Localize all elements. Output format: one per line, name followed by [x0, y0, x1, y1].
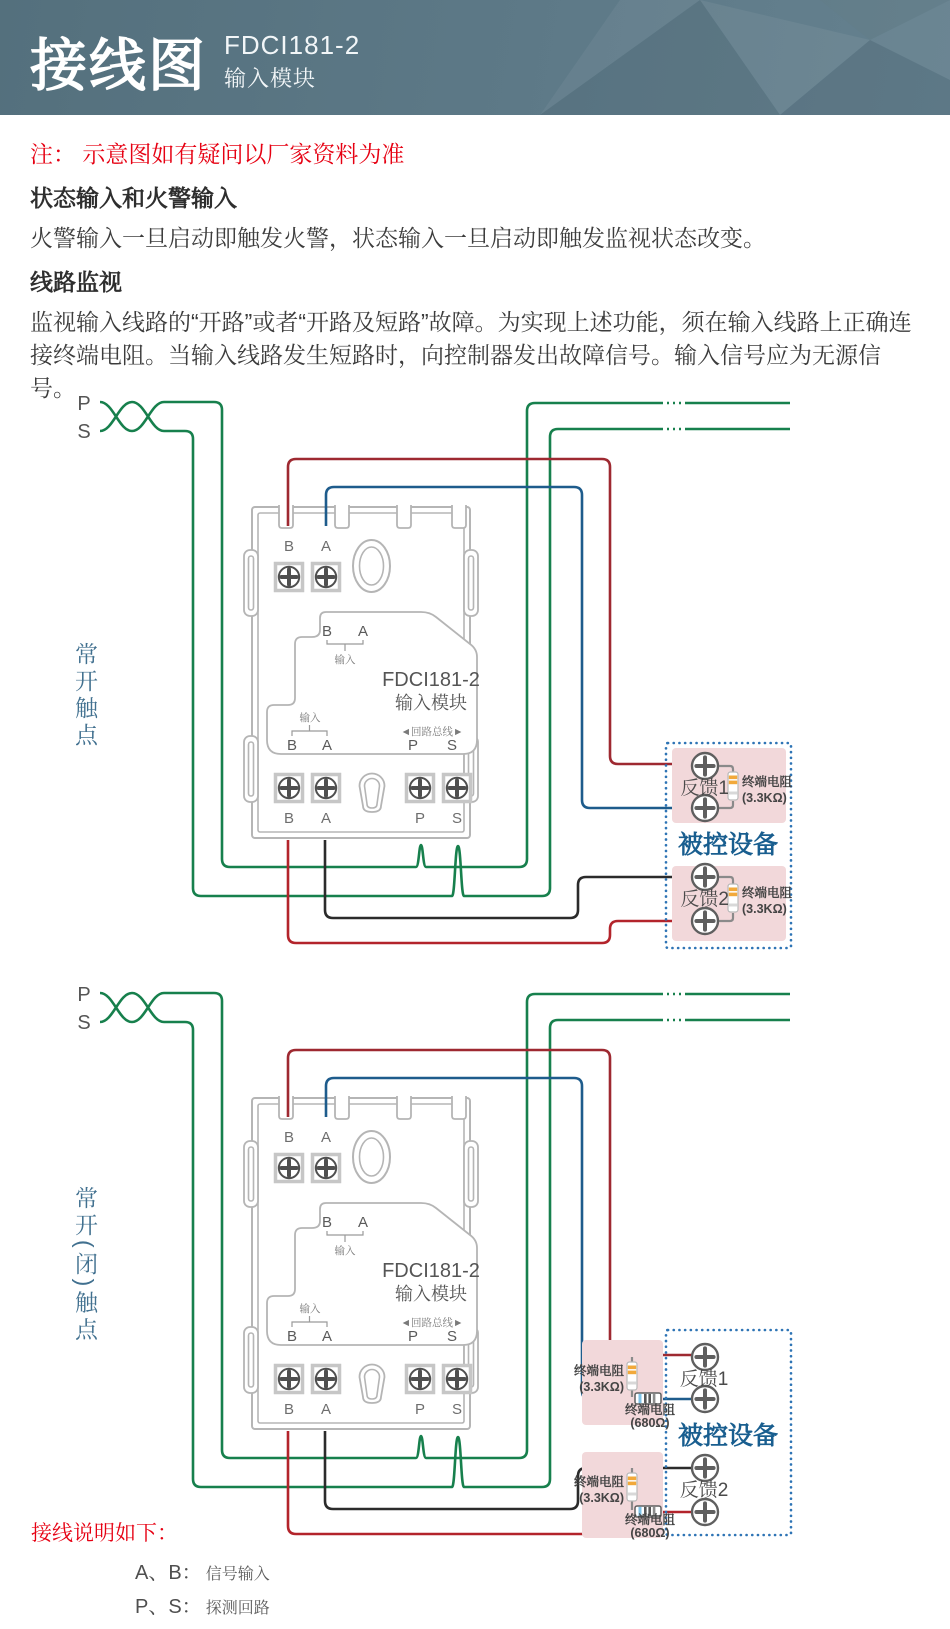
product-model: FDCI181-2: [224, 30, 361, 60]
legend-ps-desc: 探测回路: [205, 1600, 270, 1617]
legend-row-ps: [135, 1590, 270, 1619]
feedback1-screw-top: [692, 753, 718, 779]
legend-ps-label: P、S：: [135, 1596, 202, 1618]
inputs-paragraph: 火警输入一旦启动即触发火警，状态输入一旦启动即触发监视状态改变。: [30, 225, 766, 251]
resistor-label-1: 终端电阻: [742, 775, 793, 789]
section-heading-monitoring: 线路监视: [30, 269, 122, 295]
resistor3k3-label-fb1: 终端电阻: [573, 1364, 624, 1378]
feedback1-screw-top-2: [692, 1344, 718, 1370]
product-name: 输入模块: [224, 66, 317, 91]
feedback1-label-2: 反馈1: [679, 1369, 729, 1390]
resistor680-value-fb2: (680Ω): [630, 1526, 670, 1540]
resistor680-label-fb1: 终端电阻: [624, 1403, 676, 1417]
resistor680-value-fb1: (680Ω): [630, 1416, 670, 1430]
feedback2-label: 反馈2: [680, 889, 729, 910]
resistor3k3-value-fb2: (3.3KΩ): [579, 1491, 624, 1505]
diagram-normally-open-closed: [77, 984, 791, 1540]
resistor3k3-value-fb1: (3.3KΩ): [579, 1380, 624, 1394]
contact-type-label-2: 常开(闭)触点: [72, 1186, 98, 1345]
legend-ab-desc: 信号输入: [205, 1566, 270, 1583]
feedback2-screw-bottom-2: [692, 1499, 718, 1525]
section-heading-inputs: 状态输入和火警输入: [30, 185, 237, 211]
legend-ab-label: A、B：: [135, 1562, 202, 1584]
input-module-1: [244, 504, 480, 838]
feedback2-label-2: 反馈2: [679, 1480, 729, 1501]
legend-heading: 接线说明如下：: [31, 1522, 178, 1545]
disclaimer-note: 注： 示意图如有疑问以厂家资料为准: [30, 141, 405, 167]
feedback2-screw-bottom: [692, 908, 718, 934]
diagram-normally-open: [77, 393, 792, 948]
feedback1-label: 反馈1: [680, 778, 729, 799]
resistor3k3-label-fb2: 终端电阻: [573, 1475, 624, 1489]
legend-row-ab: [135, 1556, 270, 1585]
monitoring-paragraph: 监视输入线路的“开路”或者“开路及短路”故障。为实现上述功能，须在输入线路上正确连接终端电阻。当输入线路发生短路时，向控制器发出故障信号。输入信号应为无源信号。: [30, 309, 912, 401]
feedback2-screw-top: [692, 864, 718, 890]
terminal-resistor-3k3-icon: [627, 1473, 637, 1501]
terminal-resistor-3k3-icon: [728, 884, 738, 912]
feedback2-screw-top-2: [692, 1455, 718, 1481]
contact-type-label-1: 常开触点: [72, 642, 98, 750]
resistor-label-2: 终端电阻: [742, 886, 793, 900]
input-module-2: [244, 1095, 480, 1429]
terminal-resistor-3k3-icon: [627, 1362, 637, 1390]
resistor-value-2: (3.3KΩ): [742, 902, 787, 916]
controlled-device-label: 被控设备: [677, 831, 779, 859]
page-title: 接线图: [30, 34, 207, 98]
terminal-resistor-3k3-icon: [728, 772, 738, 800]
resistor-value-1: (3.3KΩ): [742, 791, 787, 805]
resistor680-label-fb2: 终端电阻: [624, 1513, 676, 1527]
controlled-device-label-2: 被控设备: [677, 1422, 779, 1450]
